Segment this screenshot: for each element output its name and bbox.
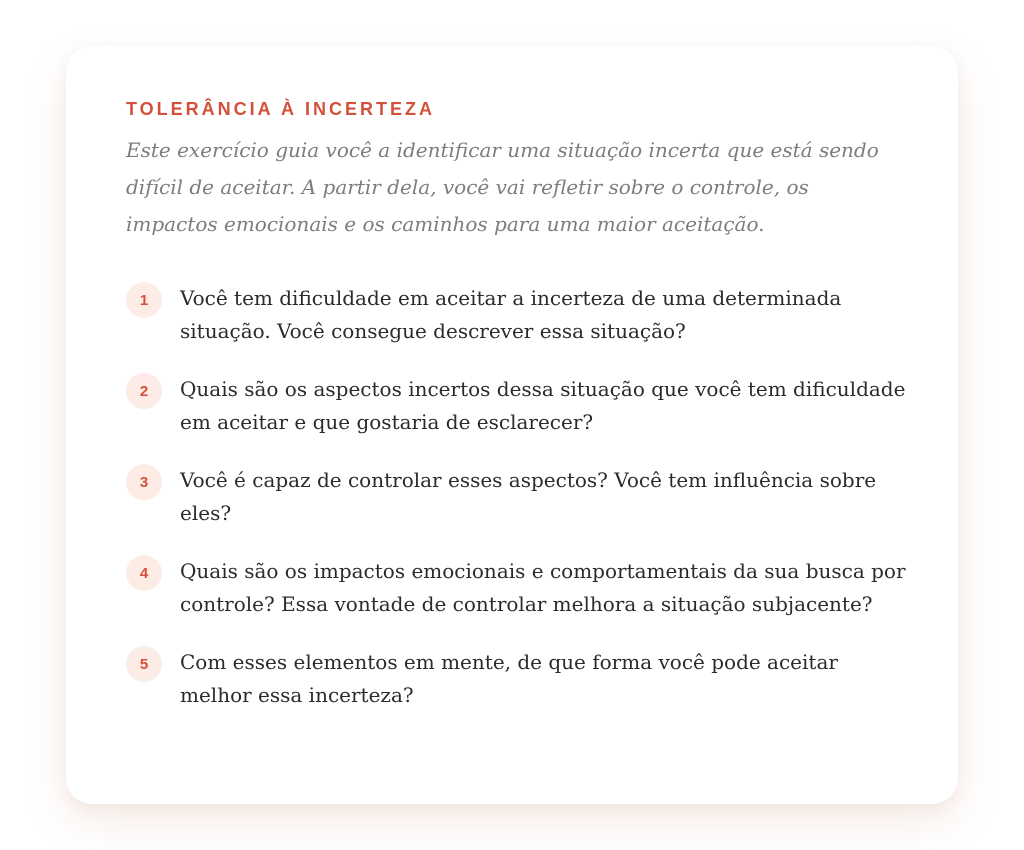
exercise-card	[66, 46, 958, 804]
step-number-badge: 2	[126, 373, 162, 409]
step-number-badge: 4	[126, 555, 162, 591]
step-text: Você tem dificuldade em aceitar a incerteza de uma determinada situação. Você consegue descrever essa situação?	[180, 286, 842, 343]
step-number-badge: 3	[126, 464, 162, 500]
steps-list	[126, 282, 906, 737]
step-item	[126, 282, 906, 348]
card-title: TOLERÂNCIA À INCERTEZA	[126, 99, 435, 119]
step-item	[126, 464, 906, 530]
step-text: Quais são os aspectos incertos dessa situação que você tem dificuldade em aceitar e que gostaria de esclarecer?	[180, 377, 906, 434]
step-item	[126, 373, 906, 439]
step-item	[126, 555, 906, 621]
step-item	[126, 646, 906, 712]
step-text: Com esses elementos em mente, de que forma você pode aceitar melhor essa incerteza?	[180, 650, 838, 707]
step-text: Você é capaz de controlar esses aspectos? Você tem influência sobre eles?	[180, 468, 877, 525]
step-number-badge: 1	[126, 282, 162, 318]
step-text: Quais são os impactos emocionais e comportamentais da sua busca por controle? Essa vontade de controlar melhora a situação subjacente?	[180, 559, 906, 616]
step-number-badge: 5	[126, 646, 162, 682]
card-intro: Este exercício guia você a identificar uma situação incerta que está sendo difícil de aceitar. A partir dela, você vai refletir sobre o controle, os impactos emocionais e os caminhos para uma maior aceitação.	[126, 138, 879, 236]
